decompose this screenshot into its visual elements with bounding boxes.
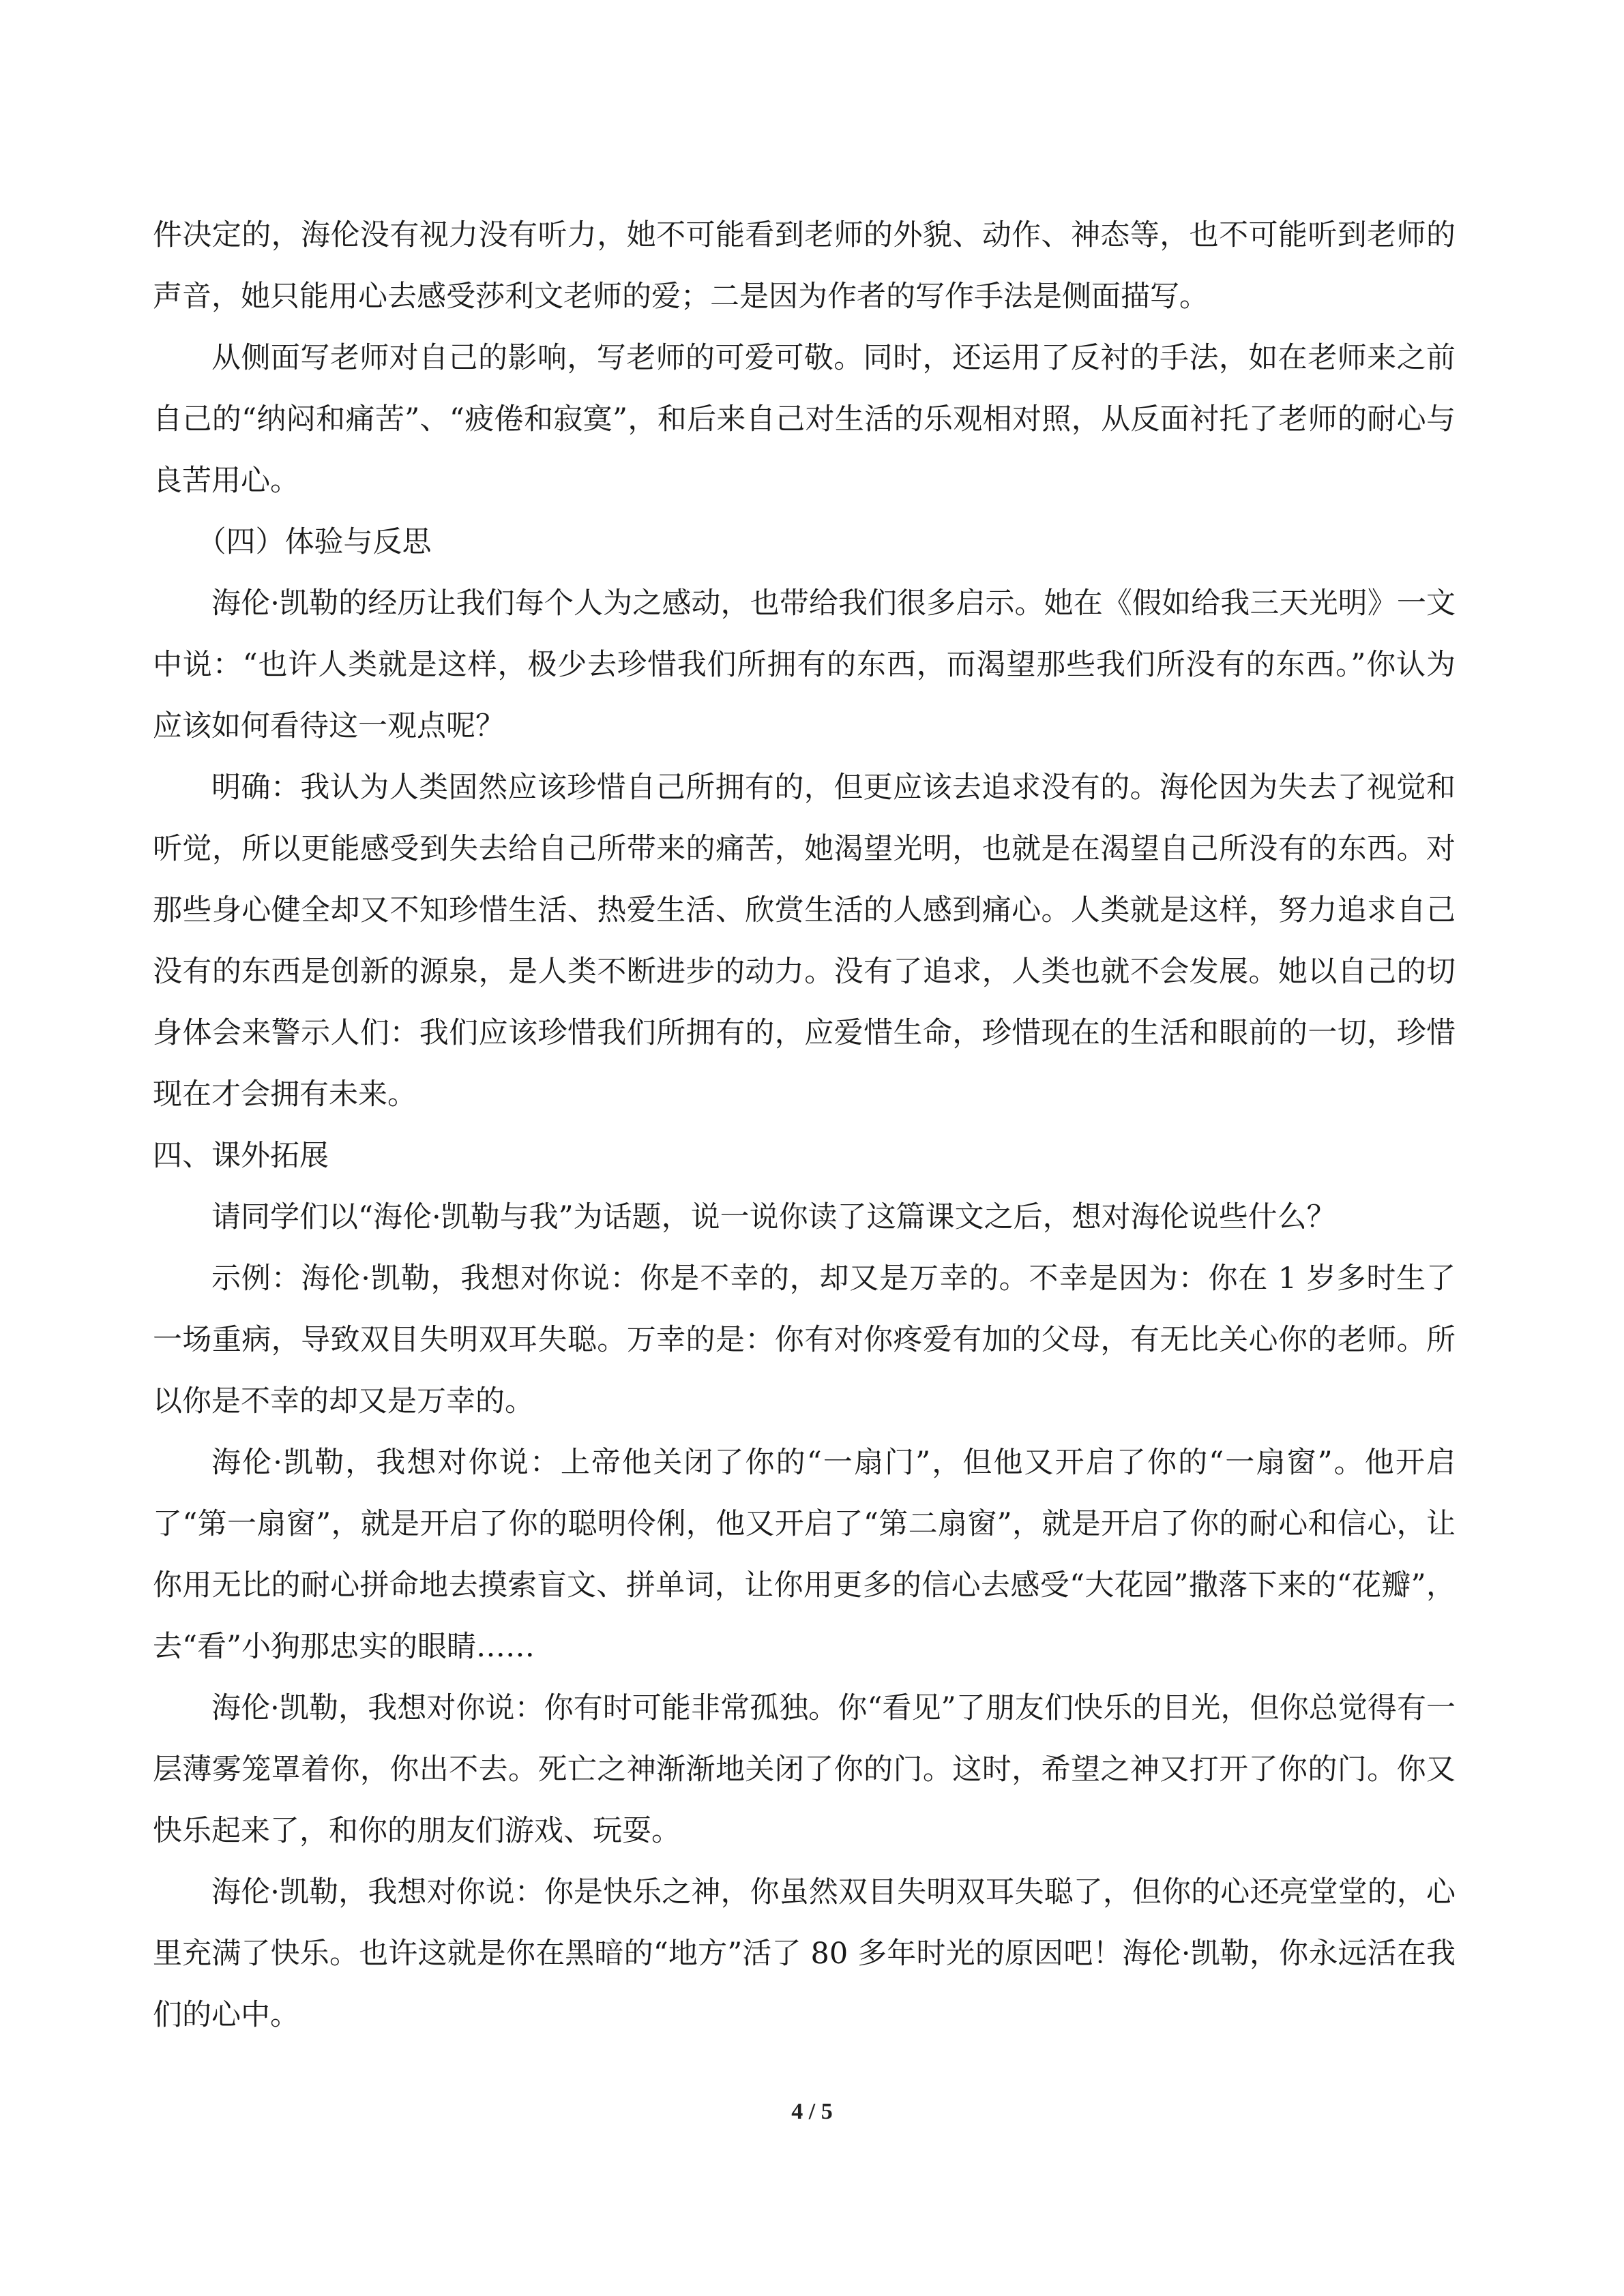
section-subheading-reflection: （四）体验与反思: [196, 525, 432, 559]
paragraph-answer: 明确：我认为人类固然应该珍惜自己所拥有的，但更应该去追求没有的。海伦因为失去了视觉和听觉，所以更能感受到失去给自己所带来的痛苦，她渴望光明，也就是在渴望自己所没有的东西。对那些身心健全却又不知珍惜生活、热爱生活、欣赏生活的人感到痛心。人类就是这样，努力追求自己没有的东西是创新的源泉，是人类不断进步的动力。没有了追求，人类也就不会发展。她以自己的切身体会来警示人们：我们应该珍惜我们所拥有的，应爱惜生命，珍惜现在的生活和眼前的一切，珍惜现在才会拥有未来。: [153, 771, 1456, 1112]
page-number: 4 / 5: [791, 2099, 833, 2124]
paragraph-example-4: 海伦·凯勒，我想对你说：你是快乐之神，你虽然双目失明双耳失聪了，但你的心还亮堂堂的，心里充满了快乐。也许这就是你在黑暗的“地方”活了 80 多年时光的原因吧！海伦·凯勒，你永远活在我们的心中。: [153, 1875, 1456, 2032]
document-body: [153, 205, 1456, 2046]
paragraph-example-2: 海伦·凯勒，我想对你说：上帝他关闭了你的“一扇门”，但他又开启了你的“一扇窗”。他开启了“第一扇窗”，就是开启了你的聪明伶俐，他又开启了“第二扇窗”，就是开启了你的耐心和信心，让你用无比的耐心拼命地去摸索盲文、拼单词，让你用更多的信心去感受“大花园”撒落下来的“花瓣”，去“看”小狗那忠实的眼睛……: [153, 1446, 1456, 1664]
paragraph-side-description: 从侧面写老师对自己的影响，写老师的可爱可敬。同时，还运用了反衬的手法，如在老师来之前自己的“纳闷和痛苦”、“疲倦和寂寞”，和后来自己对生活的乐观相对照，从反面衬托了老师的耐心与良苦用心。: [153, 341, 1456, 498]
paragraph-quote-question: 海伦·凯勒的经历让我们每个人为之感动，也带给我们很多启示。她在《假如给我三天光明》一文中说：“也许人类就是这样，极少去珍惜我们所拥有的东西，而渴望那些我们所没有的东西。”你认为应该如何看待这一观点呢？: [153, 586, 1456, 743]
paragraph-example-1: 示例：海伦·凯勒，我想对你说：你是不幸的，却又是万幸的。不幸是因为：你在 1 岁多时生了一场重病，导致双目失明双耳失聪。万幸的是：你有对你疼爱有加的父母，有无比关心你的老师。所以你是不幸的却又是万幸的。: [153, 1262, 1456, 1418]
paragraph-example-3: 海伦·凯勒，我想对你说：你有时可能非常孤独。你“看见”了朋友们快乐的目光，但你总觉得有一层薄雾笼罩着你，你出不去。死亡之神渐渐地关闭了你的门。这时，希望之神又打开了你的门。你又快乐起来了，和你的朋友们游戏、玩耍。: [153, 1691, 1456, 1848]
paragraph-prompt: 请同学们以“海伦·凯勒与我”为话题，说一说你读了这篇课文之后，想对海伦说些什么？: [211, 1200, 1336, 1234]
paragraph-continuation: 件决定的，海伦没有视力没有听力，她不可能看到老师的外貌、动作、神态等，也不可能听到老师的声音，她只能用心去感受莎利文老师的爱；二是因为作者的写作手法是侧面描写。: [153, 218, 1456, 314]
section-heading-extension: 四、课外拓展: [153, 1139, 329, 1173]
